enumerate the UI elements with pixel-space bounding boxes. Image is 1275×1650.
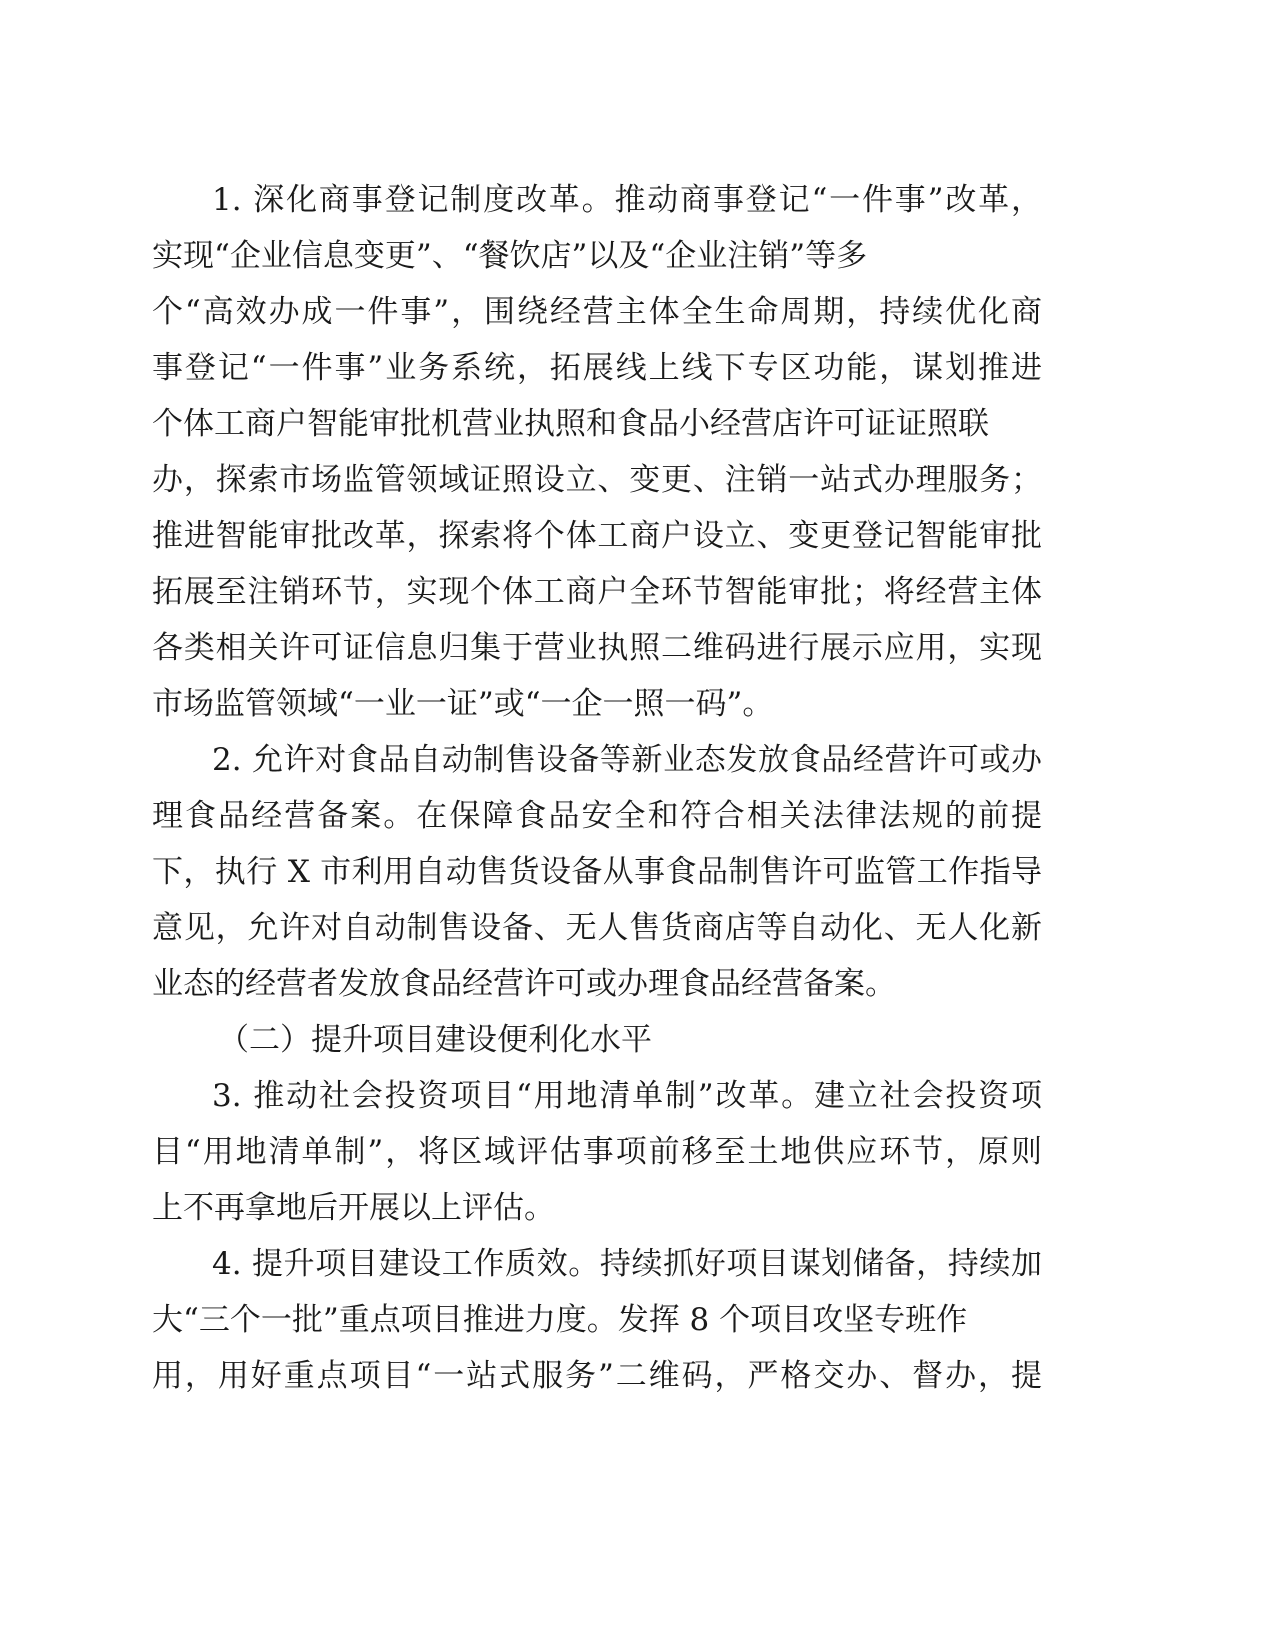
section-heading: （二）提升项目建设便利化水平 [218,1022,652,1058]
paragraph-2-line-4: 意见，允许对自动制售设备、无人售货商店等自动化、无人化新 [152,910,1042,946]
paragraph-4-line-2: 大“三个一批”重点项目推进力度。发挥 8 个项目攻坚专班作 [152,1302,968,1338]
paragraph-1-line-9: 各类相关许可证信息归集于营业执照二维码进行展示应用，实现 [152,630,1042,666]
paragraph-2-line-1: 2. 允许对食品自动制售设备等新业态发放食品经营许可或办 [212,742,1042,778]
paragraph-2-line-3: 下，执行 X 市利用自动售货设备从事食品制售许可监管工作指导 [152,854,1042,890]
paragraph-1-line-4: 事登记“一件事”业务系统，拓展线上线下专区功能，谋划推进 [152,350,1042,386]
paragraph-1-line-10: 市场监管领域“一业一证”或“一企一照一码”。 [152,686,774,722]
paragraph-1-line-2: 实现“企业信息变更”、“餐饮店”以及“企业注销”等多 [152,238,868,274]
paragraph-2-line-2: 理食品经营备案。在保障食品安全和符合相关法律法规的前提 [152,798,1042,834]
paragraph-1-line-6: 办，探索市场监管领域证照设立、变更、注销一站式办理服务； [152,462,1042,498]
paragraph-1-line-1: 1. 深化商事登记制度改革。推动商事登记“一件事”改革， [212,182,1043,218]
paragraph-3-line-3: 上不再拿地后开展以上评估。 [152,1190,555,1226]
paragraph-1-line-8: 拓展至注销环节，实现个体工商户全环节智能审批；将经营主体 [152,574,1042,610]
paragraph-2-line-5: 业态的经营者发放食品经营许可或办理食品经营备案。 [152,966,896,1002]
paragraph-4-line-1: 4. 提升项目建设工作质效。持续抓好项目谋划储备，持续加 [212,1246,1042,1282]
paragraph-4-line-3: 用，用好重点项目“一站式服务”二维码，严格交办、督办，提 [152,1358,1042,1394]
paragraph-1-line-3: 个“高效办成一件事”，围绕经营主体全生命周期，持续优化商 [152,294,1042,330]
paragraph-3-line-2: 目“用地清单制”，将区域评估事项前移至土地供应环节，原则 [152,1134,1042,1170]
paragraph-3-line-1: 3. 推动社会投资项目“用地清单制”改革。建立社会投资项 [212,1078,1042,1114]
paragraph-1-line-5: 个体工商户智能审批机营业执照和食品小经营店许可证证照联 [152,406,989,442]
paragraph-1-line-7: 推进智能审批改革，探索将个体工商户设立、变更登记智能审批 [152,518,1042,554]
